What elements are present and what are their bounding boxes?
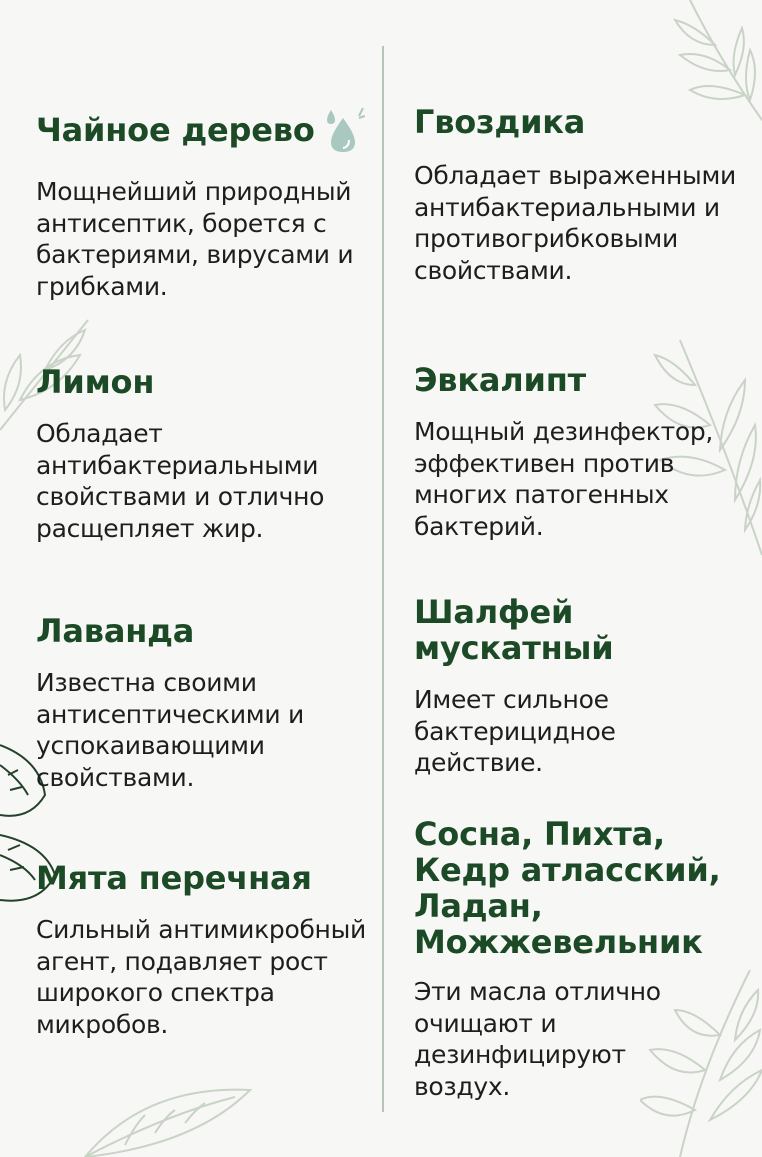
oil-card-eucalyptus	[414, 362, 744, 542]
oil-card-lavender	[36, 613, 368, 793]
leaf-bottom-left-icon	[75, 1075, 255, 1157]
oil-card-clove	[414, 104, 744, 286]
oil-title: Лаванда	[36, 612, 195, 650]
oil-title: Сосна, Пихта, Кедр атласский, Ладан, Можжевельник	[414, 815, 721, 961]
column-divider	[382, 46, 384, 1112]
oil-description: Известна своими антисептическими и успокаивающими свойствами.	[36, 668, 304, 792]
oil-card-peppermint	[36, 860, 368, 1040]
oil-description: Мощнейший природный антисептик, борется с бактериями, вирусами и грибками.	[36, 177, 354, 301]
oil-title: Гвоздика	[414, 103, 586, 141]
oil-description: Сильный антимикробный агент, подавляет рост широкого спектра микробов.	[36, 915, 366, 1039]
oil-title: Чайное дерево	[36, 111, 315, 149]
oil-title: Эвкалипт	[414, 361, 586, 399]
oil-card-tea-tree	[36, 104, 368, 302]
oil-description: Эти масла отлично очищают и дезинфицируют воздух.	[414, 977, 661, 1101]
oil-card-lemon	[36, 364, 368, 544]
oil-card-conifer-blend	[414, 816, 724, 1102]
oil-description: Обладает антибактериальными свойствами и отлично расщепляет жир.	[36, 419, 325, 543]
oil-title: Шалфей мускатный	[414, 593, 614, 667]
water-drop-icon	[323, 104, 365, 156]
oil-description: Обладает выраженными антибактериальными и противогрибковыми свойствами.	[414, 161, 736, 285]
oil-title: Лимон	[36, 363, 155, 401]
oil-title: Мята перечная	[36, 859, 312, 897]
oil-description: Мощный дезинфектор, эффективен против многих патогенных бактерий.	[414, 417, 714, 541]
oil-description: Имеет сильное бактерицидное действие.	[414, 685, 616, 777]
oil-card-clary-sage	[414, 594, 674, 779]
